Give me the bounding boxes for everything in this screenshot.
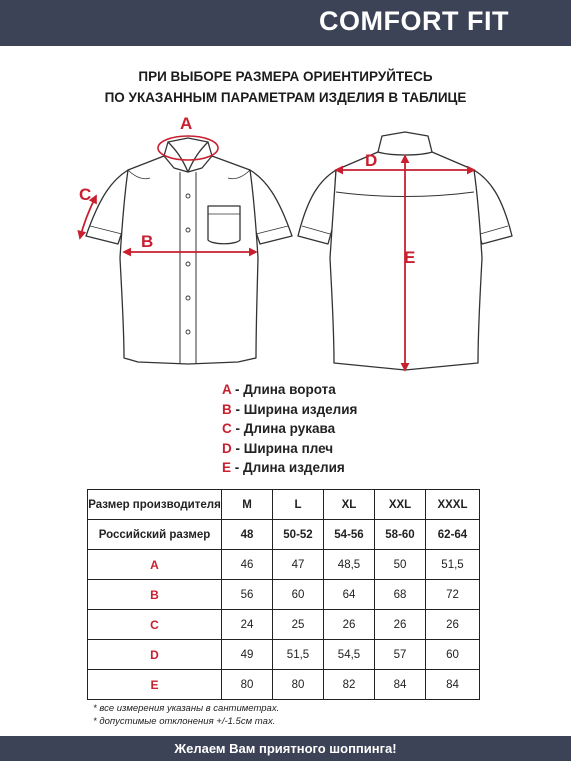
size-header-cell: XL xyxy=(324,490,375,520)
value-cell: 50 xyxy=(375,550,426,580)
instruction-heading xyxy=(0,66,571,108)
legend-text: - Ширина изделия xyxy=(231,401,358,417)
label-a: A xyxy=(180,114,193,133)
legend-text: - Ширина плеч xyxy=(231,440,334,456)
value-cell: 84 xyxy=(375,670,426,700)
footer-message: Желаем Вам приятного шоппинга! xyxy=(174,741,397,756)
russian-size-cell: 54-56 xyxy=(324,520,375,550)
legend-text: - Длина изделия xyxy=(231,460,345,476)
legend-key: D xyxy=(222,440,232,456)
legend-key: A xyxy=(222,382,232,397)
measurement-legend xyxy=(222,380,357,478)
instruction-line-1: ПРИ ВЫБОРЕ РАЗМЕРА ОРИЕНТИРУЙТЕСЬ xyxy=(138,69,433,84)
value-cell: 60 xyxy=(273,580,324,610)
value-cell: 47 xyxy=(273,550,324,580)
value-cell: 80 xyxy=(222,670,273,700)
note-line-1: * все измерения указаны в сантиметрах. xyxy=(93,703,280,714)
legend-key: C xyxy=(222,421,232,437)
legend-item xyxy=(222,400,357,420)
value-cell: 51,5 xyxy=(426,550,480,580)
label-d: D xyxy=(365,151,378,170)
value-cell: 51,5 xyxy=(273,640,324,670)
value-cell: 49 xyxy=(222,640,273,670)
legend-item xyxy=(222,419,357,439)
table-header-label: Размер производителя xyxy=(88,490,222,520)
param-cell: A xyxy=(88,550,222,580)
value-cell: 68 xyxy=(375,580,426,610)
value-cell: 26 xyxy=(426,610,480,640)
table-header-row xyxy=(88,490,480,520)
param-cell: B xyxy=(88,580,222,610)
value-cell: 82 xyxy=(324,670,375,700)
size-header-cell: XXL xyxy=(375,490,426,520)
value-cell: 56 xyxy=(222,580,273,610)
legend-text: - Длина рукава xyxy=(231,421,336,437)
label-b: B xyxy=(141,232,154,251)
table-row xyxy=(88,640,480,670)
legend-text: - Длина ворота xyxy=(231,382,336,397)
size-header-cell: M xyxy=(222,490,273,520)
russian-size-row xyxy=(88,520,480,550)
note-line-2: * допустимые отклонения +/-1.5см max. xyxy=(93,716,276,727)
bottom-banner xyxy=(0,736,571,761)
table-row xyxy=(88,580,480,610)
measurement-notes xyxy=(93,702,279,728)
russian-size-cell: 48 xyxy=(222,520,273,550)
instruction-line-2: ПО УКАЗАННЫМ ПАРАМЕТРАМ ИЗДЕЛИЯ В ТАБЛИЦЕ xyxy=(104,90,467,105)
value-cell: 80 xyxy=(273,670,324,700)
size-header-cell: L xyxy=(273,490,324,520)
value-cell: 25 xyxy=(273,610,324,640)
value-cell: 24 xyxy=(222,610,273,640)
shirt-measurement-diagram xyxy=(0,108,571,380)
value-cell: 72 xyxy=(426,580,480,610)
table-row xyxy=(88,550,480,580)
legend-item xyxy=(222,380,357,400)
legend-item xyxy=(222,458,357,478)
table-row xyxy=(88,670,480,700)
param-cell: C xyxy=(88,610,222,640)
legend-key: B xyxy=(222,401,232,417)
russian-size-cell: 62-64 xyxy=(426,520,480,550)
param-cell: E xyxy=(88,670,222,700)
param-cell: D xyxy=(88,640,222,670)
size-header-cell: XXXL xyxy=(426,490,480,520)
russian-size-cell: 50-52 xyxy=(273,520,324,550)
value-cell: 60 xyxy=(426,640,480,670)
legend-key: E xyxy=(222,460,232,476)
value-cell: 64 xyxy=(324,580,375,610)
value-cell: 57 xyxy=(375,640,426,670)
value-cell: 84 xyxy=(426,670,480,700)
value-cell: 26 xyxy=(324,610,375,640)
russian-size-label: Российский размер xyxy=(88,520,222,550)
russian-size-cell: 58-60 xyxy=(375,520,426,550)
brand-title: COMFORT FIT xyxy=(319,6,509,36)
value-cell: 46 xyxy=(222,550,273,580)
value-cell: 54,5 xyxy=(324,640,375,670)
table-row xyxy=(88,610,480,640)
top-banner xyxy=(0,0,571,46)
label-c: C xyxy=(79,185,92,204)
value-cell: 48,5 xyxy=(324,550,375,580)
size-table xyxy=(87,489,480,700)
legend-item xyxy=(222,439,357,459)
label-e: E xyxy=(404,248,416,267)
value-cell: 26 xyxy=(375,610,426,640)
